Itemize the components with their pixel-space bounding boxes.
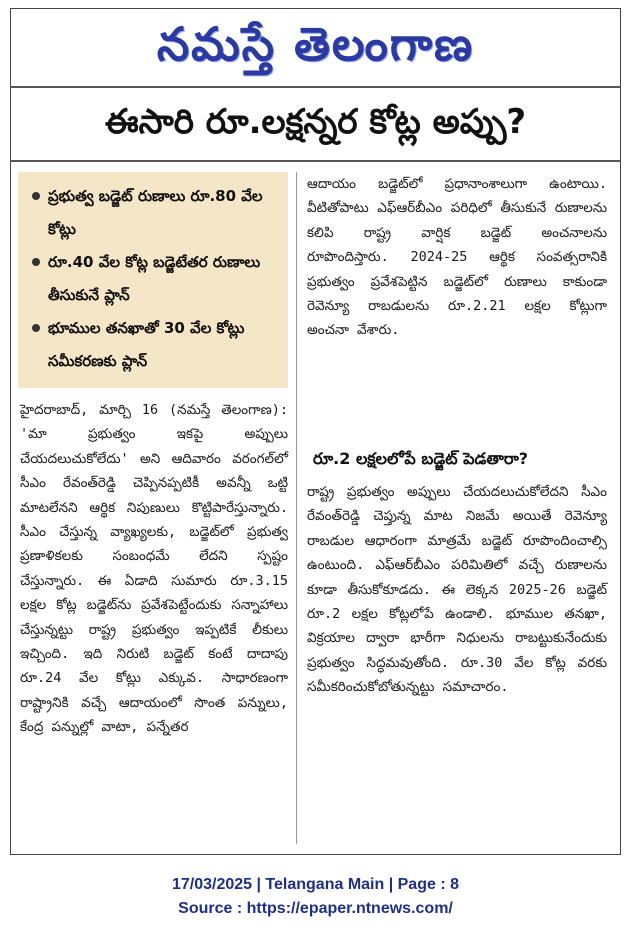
highlight-item (32, 246, 278, 312)
newspaper-masthead: నమస్తే తెలంగాణ (156, 17, 475, 71)
highlight-item (32, 312, 278, 378)
article-right-column-top: ఆదాయం బడ్జెట్‌లో ప్రధానాంశాలుగా ఉంటాయి. వీటితోపాటు ఎఫ్‌ఆర్‌బీఎం పరిధిలో తీసుకునే రుణాలను కలిపి రాష్ట్ర వార్షిక బడ్జెట్ అంచనాలను రూపొందిస్తారు. 2024-25 ఆర్థిక సంవత్సరానికి ప్రభుత్వం ప్రవేశపెట్టిన బడ్జెట్‌లో రుణాలు కాకుండా రెవెన్యూ రాబడులను రూ.2.21 లక్షల కోట్లుగా అంచనా వేశారు. (307, 176, 607, 339)
bullet-icon (32, 324, 40, 332)
highlight-text: భూముల తనఖాతో 30 వేల కోట్లు సమీకరణకు ప్లాన్ (48, 319, 245, 370)
highlight-text: ప్రభుత్వ బడ్జెట్ రుణాలు రూ.80 వేల కోట్లు (48, 187, 263, 238)
bullet-icon (32, 192, 40, 200)
headline: ఈసారి రూ.లక్షన్నర కోట్ల అప్పు? (104, 102, 527, 142)
highlight-text: రూ.40 వేల కోట్ల బడ్జెటేతర రుణాలు తీసుకునే ప్లాన్ (48, 253, 261, 304)
headline-rule (10, 160, 621, 162)
article-right-column-bottom: రాష్ట్ర ప్రభుత్వం అప్పులు చేయదలుచుకోలేదని సీఎం రేవంత్‌రెడ్డి చెప్తున్న మాట నిజమే అయితే రెవెన్యూ రాబడుల ఆధారంగా మాత్రమే బడ్జెట్ రూపొందించాల్సి ఉంటుంది. ఎఫ్‌ఆర్‌బీఎం పరిమితిలో వచ్చే రుణాలను కూడా తీసుకోకూడదు. ఈ లెక్కన 2025-26 బడ్జెట్ రూ.2 లక్షల కోట్లలోపే ఉండాలి. భూముల తనఖా, విక్రయాల ద్వారా భారీగా నిధులను రాబట్టుకునేందుకు ప్రభుత్వం సిద్ధమవుతోంది. రూ.30 వేల కోట్ల వరకు సమీకరించుకోబోతున్నట్టు సమాచారం. (307, 484, 607, 696)
footer-source: Source : https://epaper.ntnews.com/ (178, 900, 453, 917)
article-subheading: రూ.2 లక్షలలోపే బడ్జెట్ పెడతారా? (313, 449, 529, 468)
article-left-column: హైదరాబాద్, మార్చి 16 (నమస్తే తెలంగాణ): 'మా ప్రభుత్వం ఇకపై అప్పులు చేయదలుచుకోలేదు' అని ఆదివారం వరంగల్‌లో సీఎం రేవంత్‌రెడ్డి చెప్పినప్పటికీ అవన్నీ ఒట్టి మాటలేనని ఆర్థిక నిపుణులు కొట్టిపారేస్తున్నారు. సీఎం చేస్తున్న వ్యాఖ్యలకు, బడ్జెట్‌లో ప్రభుత్వ ప్రణాళికలకు సంబంధమే లేదని స్పష్టం చేస్తున్నారు. ఈ ఏడాది సుమారు రూ.3.15 లక్షల కోట్ల బడ్జెట్‌ను ప్రవేశపెట్టేందుకు సన్నాహాలు చేస్తున్నట్టు రాష్ట్ర ప్రభుత్వం ఇప్పటికే లీకులు ఇచ్చింది. ఇది నిరుటి బడ్జెట్ కంటే దాదాపు రూ.24 వేల కోట్లు ఎక్కువ. సాధారణంగా రాష్ట్రానికి వచ్చే ఆదాయంలో సొంత పన్నులు, కేంద్ర పన్నుల్లో వాటా, పన్నేతర (20, 402, 288, 736)
bullet-icon (32, 258, 40, 266)
highlights-box (18, 172, 288, 388)
highlight-item (32, 180, 278, 246)
footer-date-edition: 17/03/2025 | Telangana Main | Page : 8 (171, 876, 459, 893)
masthead-rule (10, 86, 621, 88)
column-divider (296, 172, 297, 844)
